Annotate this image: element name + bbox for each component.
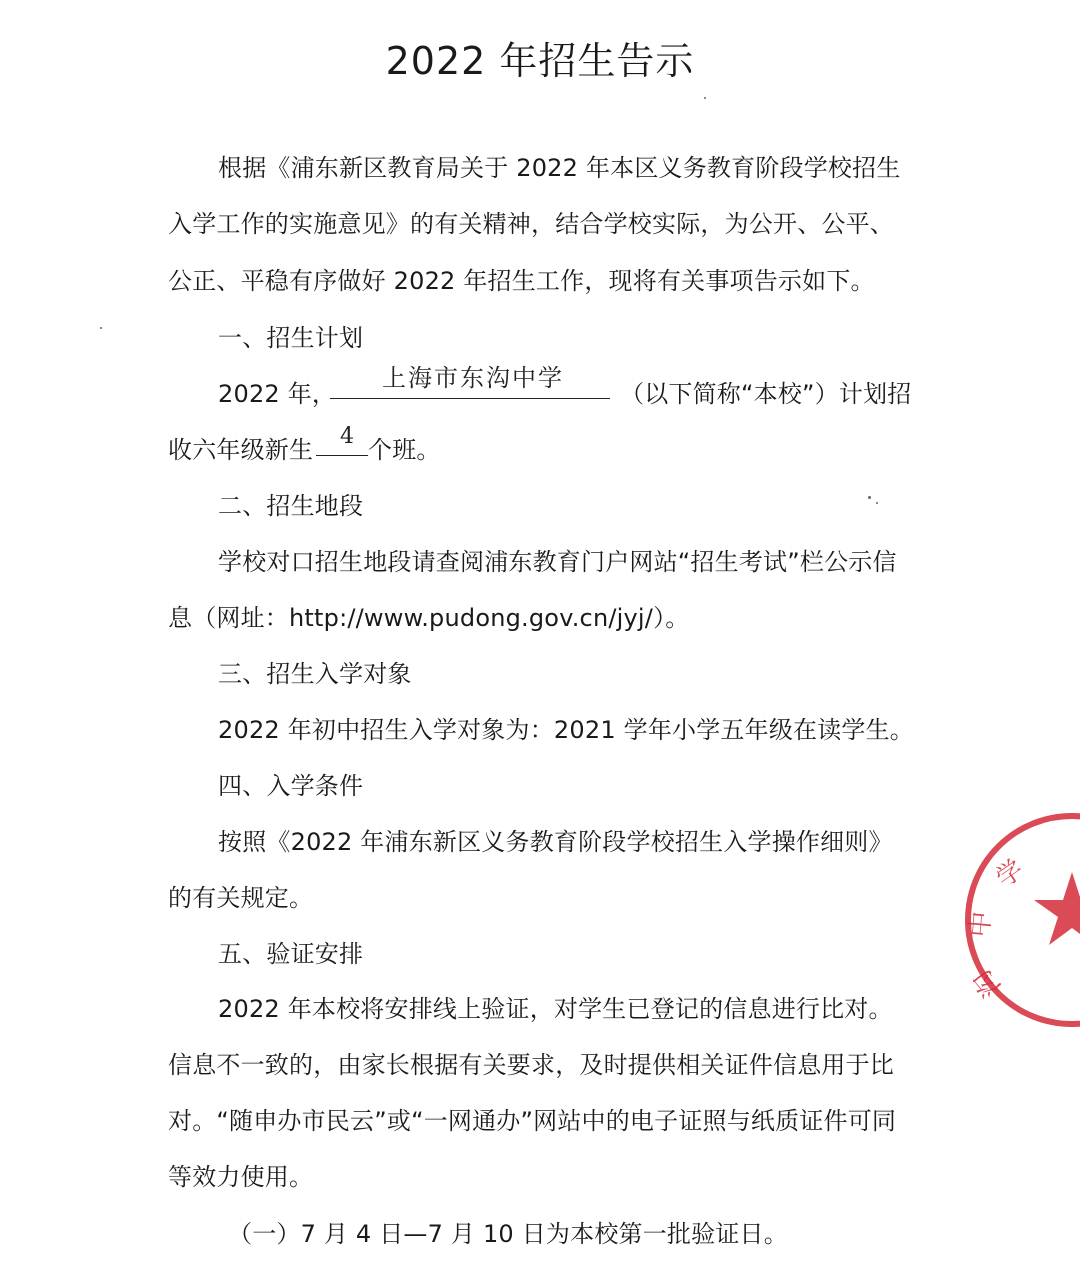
- section-5-item-1: （一）7 月 4 日—7 月 10 日为本校第一批验证日。: [228, 1220, 788, 1248]
- seal-char-3: 沟: [967, 963, 1008, 1003]
- section-1-line-1-prefix: 2022 年，: [218, 380, 337, 408]
- section-5-line-2: 信息不一致的，由家长根据有关要求，及时提供相关证件信息用于比: [168, 1051, 894, 1079]
- section-2-line-2: 息（网址：http://www.pudong.gov.cn/jyj/）。: [168, 604, 690, 632]
- section-5-line-4: 等效力使用。: [168, 1163, 314, 1191]
- section-5-line-1: 2022 年本校将安排线上验证，对学生已登记的信息进行比对。: [218, 995, 893, 1023]
- intro-line-3: 公正、平稳有序做好 2022 年招生工作，现将有关事项告示如下。: [168, 267, 875, 295]
- section-1-line-2-suffix: 个班。: [368, 436, 441, 464]
- scan-speck: [868, 496, 871, 499]
- section-2-heading: 二、招生地段: [218, 492, 364, 520]
- school-name-blank: [330, 398, 610, 399]
- section-4-line-1: 按照《2022 年浦东新区义务教育阶段学校招生入学操作细则》: [218, 828, 893, 856]
- section-1-line-2-prefix: 收六年级新生: [168, 436, 314, 464]
- school-name-fill: 上海市东沟中学: [382, 364, 564, 392]
- document-title: 2022 年招生告示: [385, 39, 695, 83]
- scan-speck: [100, 327, 102, 329]
- intro-line-2: 入学工作的实施意见》的有关精神，结合学校实际，为公开、公平、: [168, 210, 894, 238]
- scan-speck: [704, 97, 706, 99]
- seal-char-1: 学: [990, 854, 1030, 894]
- section-1-heading: 一、招生计划: [218, 324, 364, 352]
- section-1-line-1-suffix: （以下简称“本校”）计划招: [620, 380, 912, 408]
- section-4-heading: 四、入学条件: [218, 772, 364, 800]
- intro-line-1: 根据《浦东新区教育局关于 2022 年本区义务教育阶段学校招生: [218, 154, 901, 182]
- seal-char-2: 中: [965, 910, 998, 939]
- section-5-heading: 五、验证安排: [218, 940, 364, 968]
- section-2-line-1: 学校对口招生地段请查阅浦东教育门户网站“招生考试”栏公示信: [218, 548, 897, 576]
- section-5-line-3: 对。“随申办市民云”或“一网通办”网站中的电子证照与纸质证件可同: [168, 1107, 897, 1135]
- section-4-line-2: 的有关规定。: [168, 884, 314, 912]
- class-count-fill: 4: [340, 424, 354, 449]
- scan-speck: [876, 502, 878, 504]
- section-3-heading: 三、招生入学对象: [218, 660, 412, 688]
- official-seal-stamp: [962, 810, 1080, 1030]
- seal-star-icon: [1034, 872, 1080, 945]
- section-3-text: 2022 年初中招生入学对象为：2021 学年小学五年级在读学生。: [218, 716, 915, 744]
- class-count-blank: [316, 455, 368, 456]
